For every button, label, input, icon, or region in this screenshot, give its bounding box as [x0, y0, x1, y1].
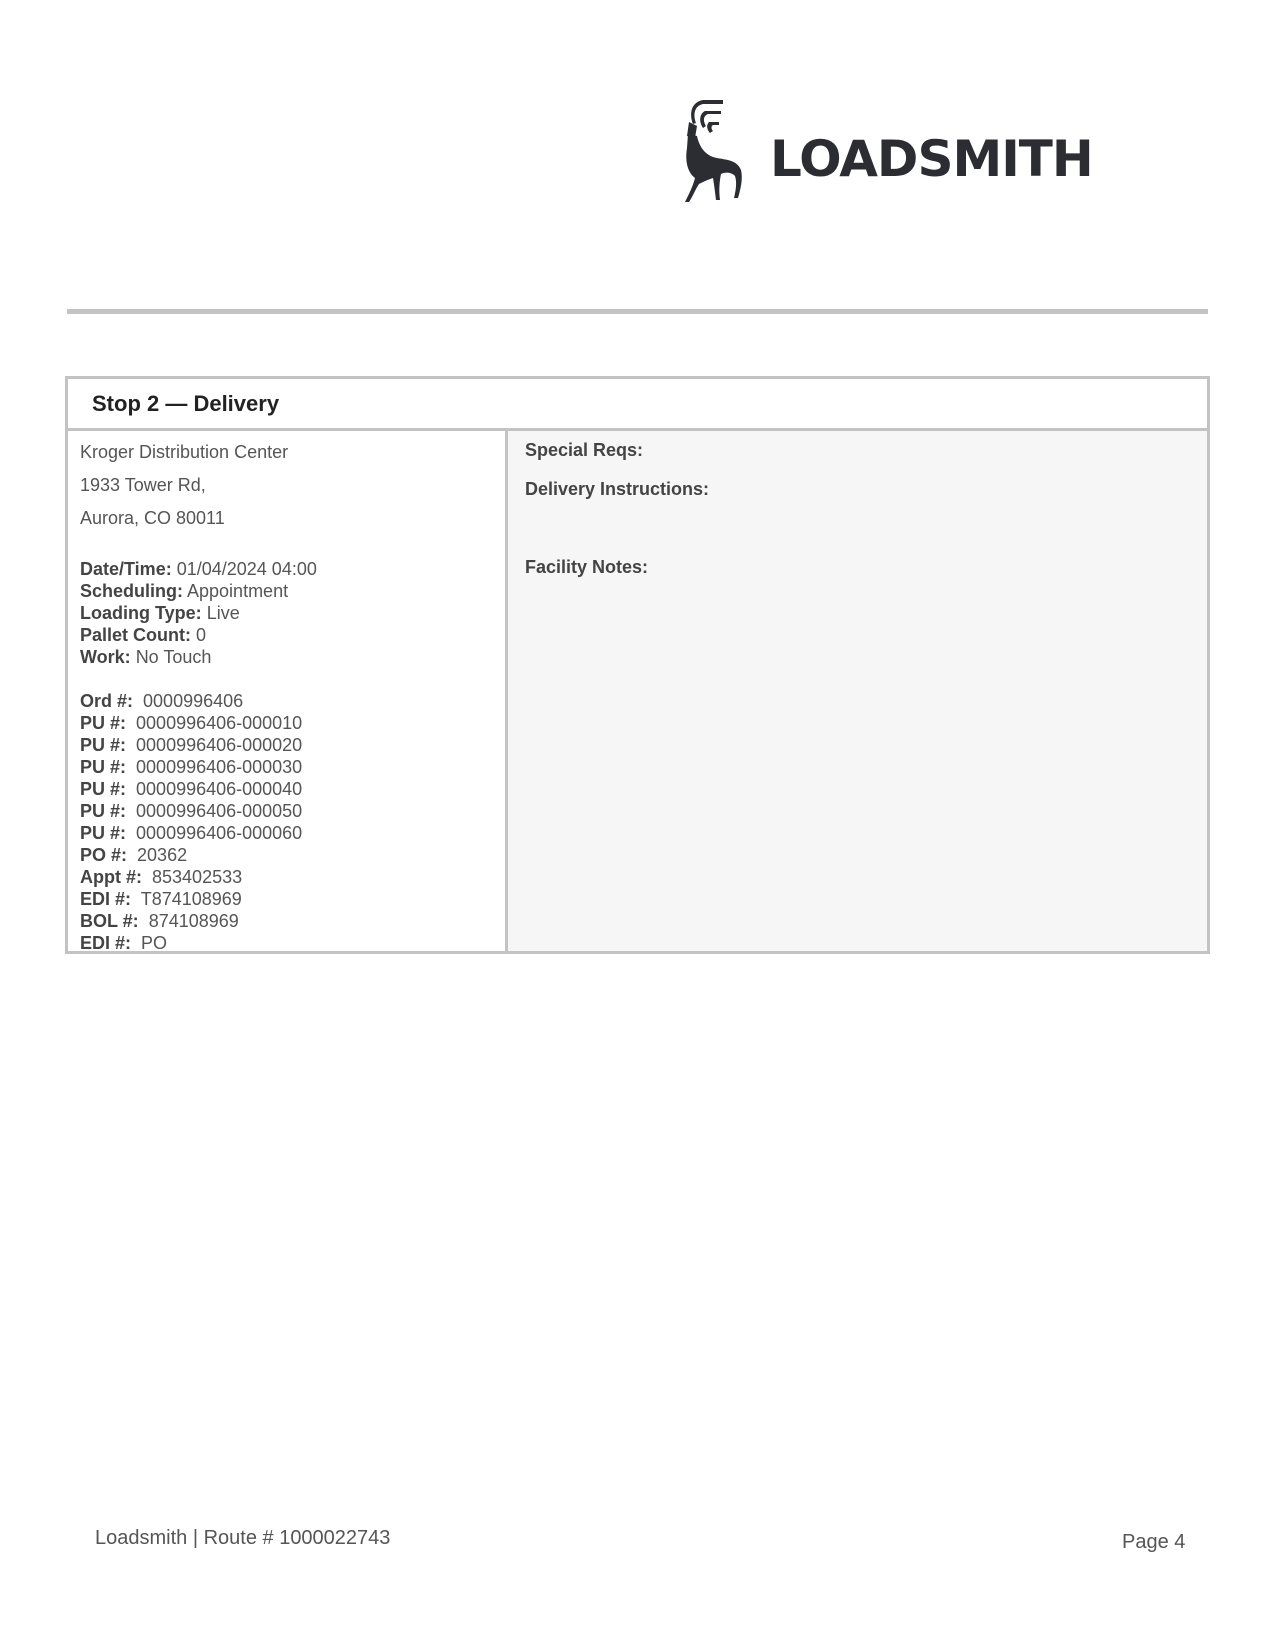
pallet-count-row: Pallet Count: 0: [80, 625, 207, 645]
deer-mark-icon: [675, 98, 755, 203]
delivery-instructions-label: Delivery Instructions:: [525, 479, 710, 499]
ref-row: BOL #: 874108969: [80, 911, 239, 931]
ref-row: Appt #: 853402533: [80, 867, 243, 887]
ref-row: Ord #: 0000996406: [80, 691, 244, 711]
loading-type-row: Loading Type: Live: [80, 603, 240, 623]
ref-row: EDI #: T874108969: [80, 889, 242, 909]
datetime-row: Date/Time: 01/04/2024 04:00: [80, 559, 317, 579]
work-row: Work: No Touch: [80, 647, 212, 667]
page-number: Page 4: [1122, 1531, 1186, 1553]
street-address: 1933 Tower Rd,: [80, 475, 206, 495]
facility-notes-label: Facility Notes:: [525, 557, 649, 577]
loadsmith-logo: [675, 98, 1145, 203]
stop-card: [65, 376, 1210, 954]
stop-title: Stop 2 — Delivery: [68, 379, 1207, 431]
stop-body: [68, 431, 1207, 951]
footer-route: Loadsmith | Route # 1000022743: [95, 1527, 391, 1549]
ref-row: PU #: 0000996406-000060: [80, 823, 303, 843]
ref-row: PU #: 0000996406-000050: [80, 801, 303, 821]
ref-row: PU #: 0000996406-000010: [80, 713, 303, 733]
scheduling-row: Scheduling: Appointment: [80, 581, 289, 601]
special-reqs-label: Special Reqs:: [525, 440, 644, 460]
stop-details: [68, 431, 508, 951]
ref-row: EDI #: PO: [80, 933, 168, 953]
brand-name: LOADSMITH: [770, 130, 1093, 188]
ref-row: PU #: 0000996406-000020: [80, 735, 303, 755]
ref-row: PO #: 20362: [80, 845, 188, 865]
city-state-zip: Aurora, CO 80011: [80, 508, 225, 528]
stop-notes: [508, 431, 1207, 951]
header-divider: [67, 309, 1208, 314]
ref-row: PU #: 0000996406-000030: [80, 757, 303, 777]
ref-row: PU #: 0000996406-000040: [80, 779, 303, 799]
facility-name: Kroger Distribution Center: [80, 442, 289, 462]
